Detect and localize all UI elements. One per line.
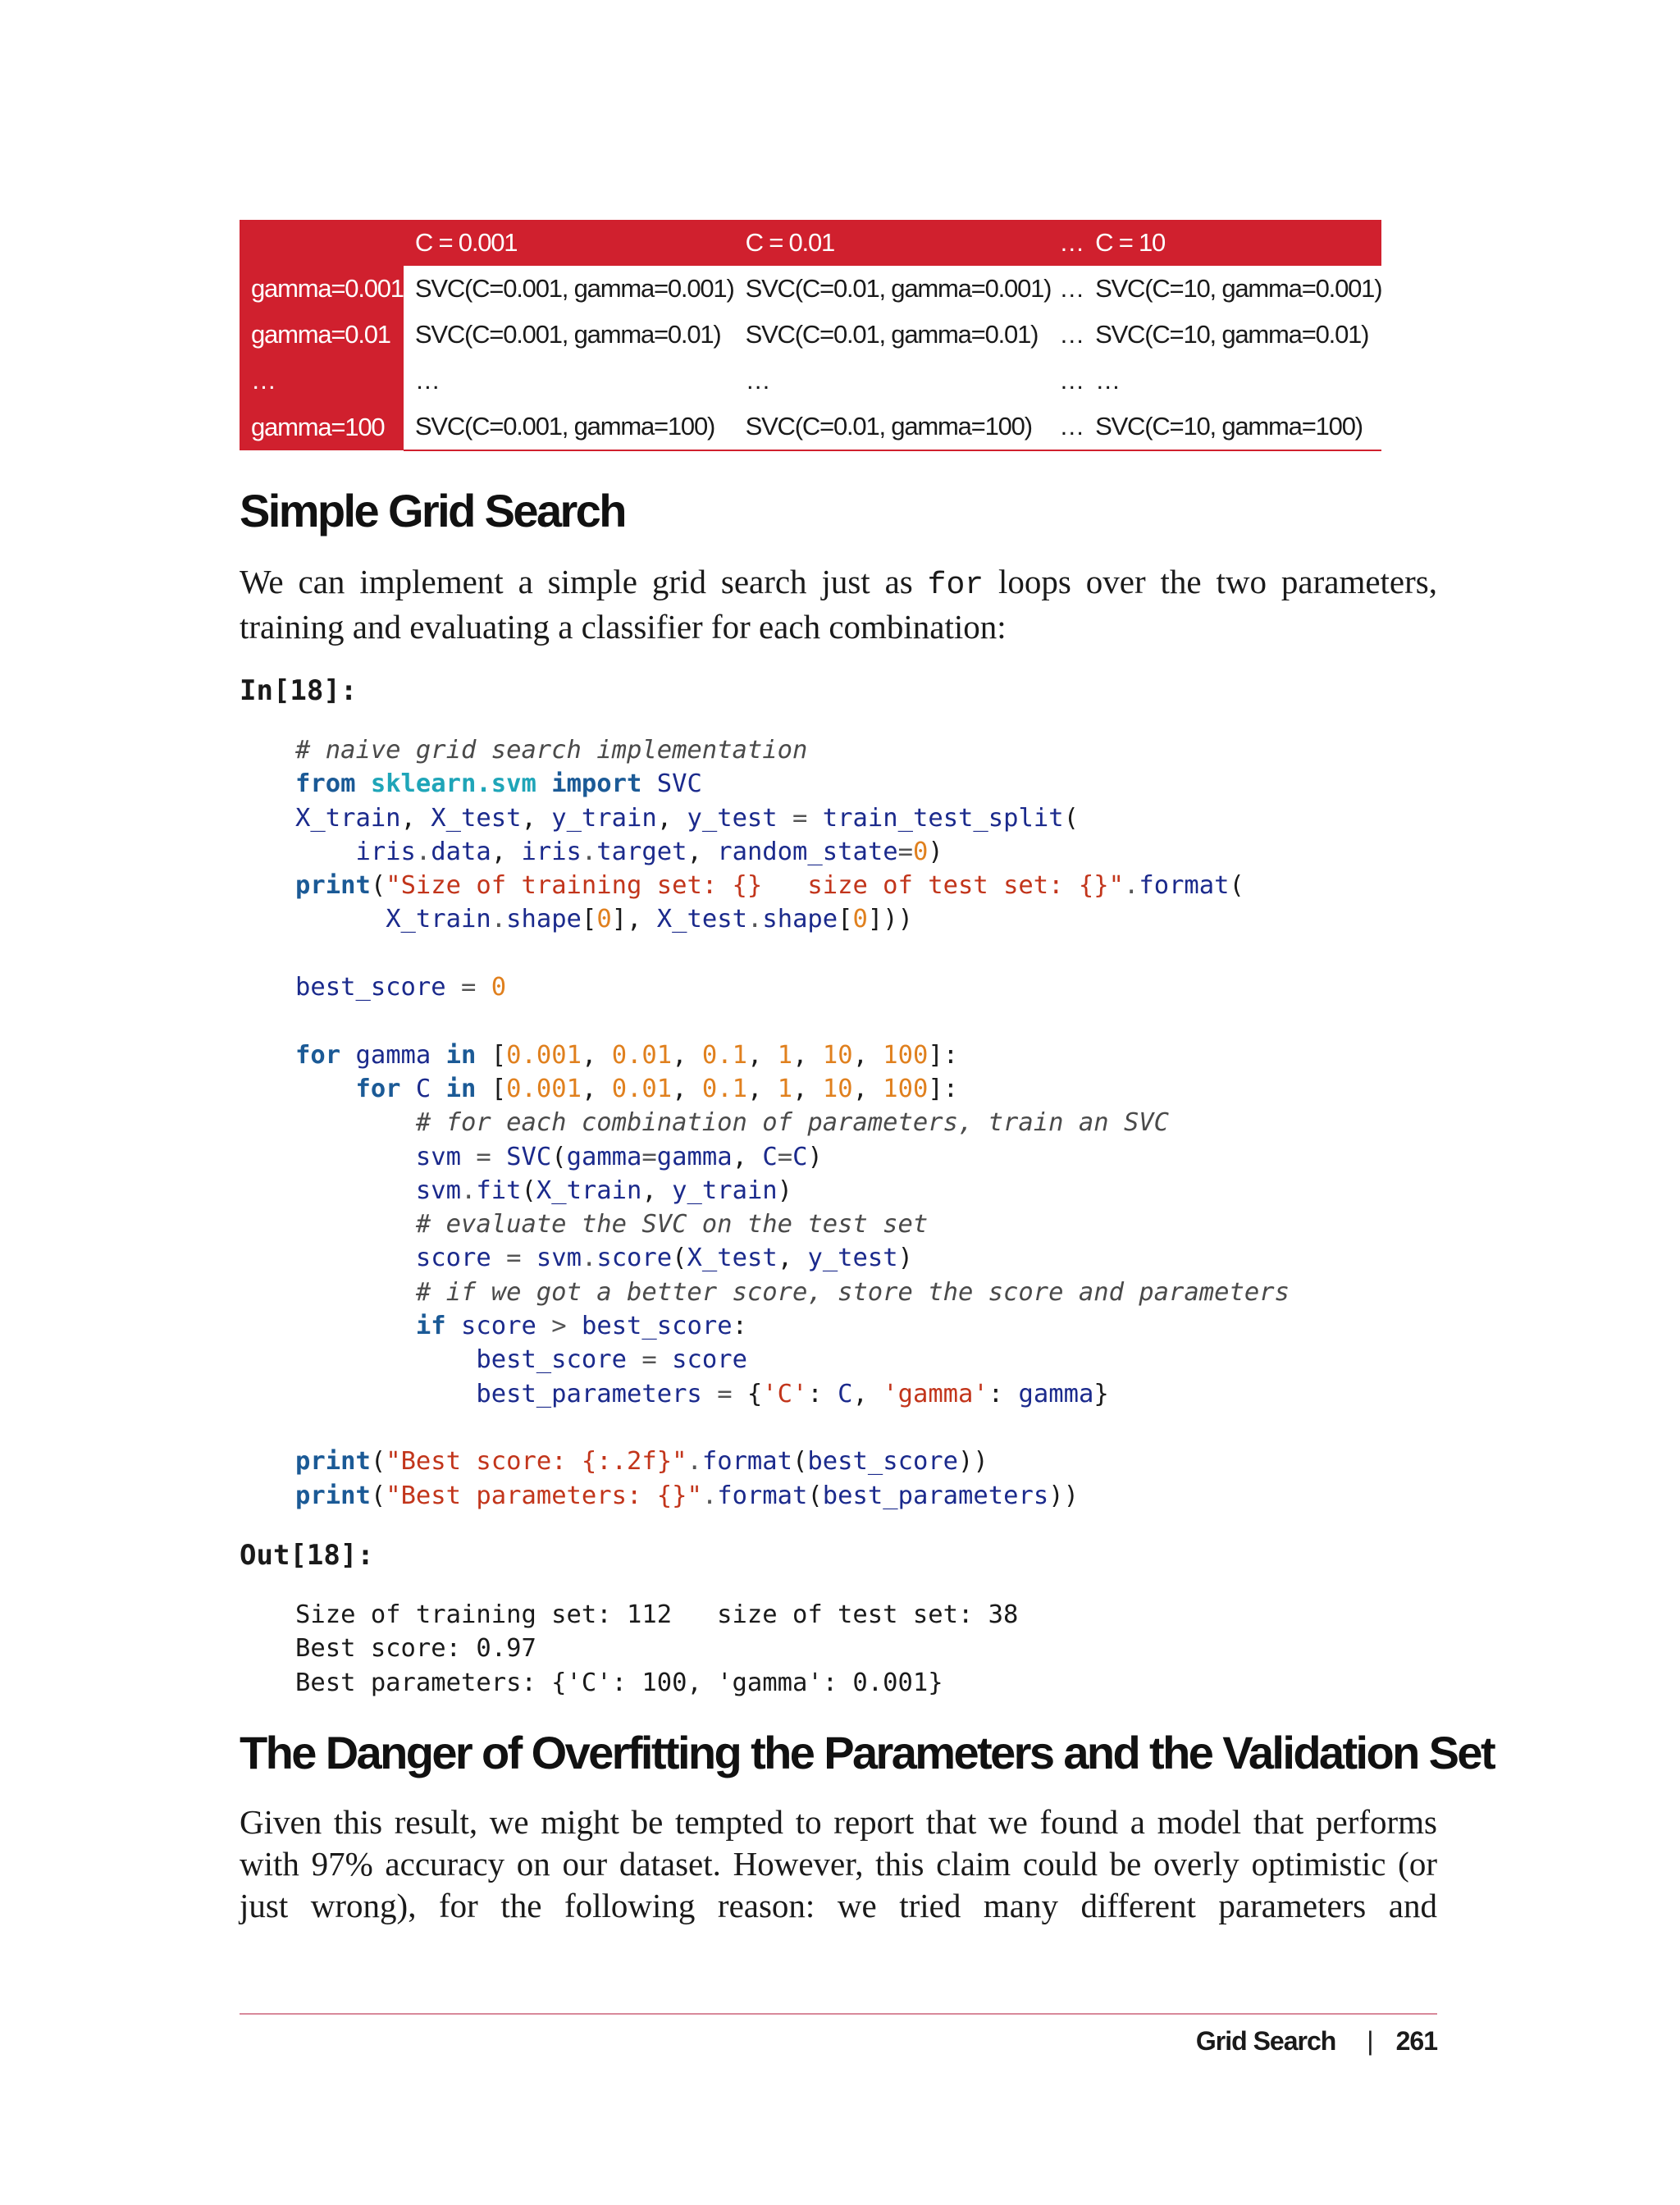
code-token: # naive grid search implementation — [295, 736, 808, 765]
code-token: . — [701, 1481, 718, 1510]
table-row — [240, 358, 1381, 404]
code-token: ])) — [867, 905, 914, 934]
code-token: , — [732, 1142, 763, 1171]
footer-rule — [240, 2013, 1437, 2015]
code-token: ( — [1063, 803, 1079, 833]
input-prompt: In[18]: — [240, 674, 358, 707]
code-token: , — [746, 1074, 778, 1103]
code-token: ], — [611, 905, 657, 934]
table-header-cell: C = 10 — [1095, 228, 1166, 257]
code-token: , — [656, 803, 687, 833]
code-token: X_train — [295, 803, 401, 833]
table-header-cell: C = 0.001 — [414, 228, 518, 257]
code-token — [702, 1380, 717, 1408]
table-cell: … — [745, 366, 770, 395]
code-token: ( — [370, 1481, 386, 1510]
code-token — [295, 1143, 416, 1171]
code-token: # if we got a better score, store the score and parameters — [415, 1277, 1290, 1307]
table-header-row — [240, 220, 1381, 266]
code-token: . — [491, 905, 507, 934]
code-line — [295, 869, 1290, 902]
code-line — [295, 1276, 1290, 1309]
code-token — [295, 1210, 416, 1239]
table-cell: SVC(C=0.01, gamma=100) — [734, 404, 1052, 450]
code-token: = — [897, 837, 913, 866]
code-token: 1 — [777, 1074, 793, 1103]
table-row-header: gamma=0.001 — [240, 266, 404, 312]
code-line — [295, 1004, 1290, 1038]
code-line — [295, 835, 1290, 869]
code-token: , — [852, 1074, 883, 1103]
code-line — [295, 1072, 1290, 1106]
code-token: 0.1 — [701, 1040, 747, 1070]
code-line — [295, 1445, 1290, 1478]
code-token: . — [461, 1176, 477, 1205]
code-token: 0 — [852, 905, 868, 934]
paragraph-line: with 97% accuracy on our dataset. However, this claim could be overly optimistic (or — [240, 1845, 1437, 1883]
code-token: score — [672, 1345, 747, 1375]
code-token: ( — [1229, 871, 1244, 901]
output-line: Best parameters: {'C': 100, 'gamma': 0.001} — [295, 1668, 943, 1697]
code-token: SVC — [506, 1142, 552, 1171]
page-number: 261 — [1395, 2026, 1437, 2056]
code-token — [295, 1380, 476, 1408]
code-token: # for each combination of parameters, train an SVC — [415, 1108, 1170, 1138]
code-token: print — [295, 1447, 371, 1477]
code-token: ) — [777, 1176, 793, 1205]
table-row-header: gamma=100 — [240, 404, 404, 450]
parameter-grid-table — [240, 220, 1381, 451]
table-cell: SVC(C=10, gamma=0.001) — [1095, 274, 1382, 303]
code-token: 0.001 — [506, 1074, 582, 1103]
code-token: = — [641, 1345, 657, 1375]
code-token — [431, 1041, 445, 1070]
code-token: 0 — [596, 905, 612, 934]
code-token — [627, 1345, 641, 1374]
table-row — [240, 404, 1381, 450]
code-token: gamma — [355, 1040, 431, 1070]
table-row-header: … — [240, 358, 404, 404]
code-line — [295, 1411, 1290, 1445]
code-token: best_parameters — [476, 1379, 702, 1408]
table-cell: SVC(C=0.01, gamma=0.001) — [745, 274, 1052, 303]
code-token: : — [988, 1379, 1019, 1408]
code-token: iris — [521, 837, 582, 866]
code-token: , — [852, 1379, 883, 1408]
code-token: 100 — [883, 1040, 929, 1070]
paragraph-line — [240, 561, 1437, 606]
code-line — [295, 1241, 1290, 1275]
code-token — [778, 804, 792, 833]
code-token: . — [581, 837, 597, 866]
code-token: iris — [355, 837, 416, 866]
code-token: } — [1093, 1379, 1109, 1408]
code-token: print — [295, 871, 371, 901]
code-token: best_score — [581, 1312, 733, 1341]
code-token: X_test — [656, 905, 747, 934]
table-corner-cell — [240, 220, 404, 266]
code-token — [491, 1143, 506, 1171]
code-token: . — [1123, 871, 1139, 901]
table-cell: … — [1095, 366, 1120, 395]
code-token — [807, 804, 822, 833]
code-token: for — [295, 1040, 341, 1070]
code-token: 0 — [912, 837, 929, 866]
code-token: [ — [838, 905, 853, 934]
code-token: C — [762, 1142, 778, 1171]
code-token: > — [551, 1312, 567, 1341]
paragraph-text: We can implement a simple grid search just as — [240, 563, 913, 600]
code-token: y_test — [807, 1244, 898, 1273]
code-token: )) — [958, 1447, 988, 1477]
code-token: 100 — [883, 1074, 929, 1103]
code-token: X_train — [386, 905, 491, 934]
code-token: gamma — [656, 1142, 733, 1171]
page-footer — [1196, 2026, 1437, 2057]
code-token: target — [596, 837, 687, 866]
code-token — [431, 1075, 445, 1103]
code-line — [295, 1309, 1290, 1343]
code-token — [521, 1244, 536, 1272]
code-line — [295, 937, 1290, 970]
code-token: gamma — [1018, 1379, 1094, 1408]
code-token: , — [672, 1040, 702, 1070]
code-token: : — [732, 1312, 747, 1341]
code-block — [295, 733, 1290, 1513]
code-token: "Size of training set: {} size of test set: {}" — [386, 871, 1124, 901]
code-token: if — [415, 1312, 446, 1341]
code-token — [295, 838, 355, 866]
code-token: best_score — [476, 1345, 627, 1375]
code-token: format — [1139, 871, 1230, 901]
code-token: import — [551, 769, 642, 799]
code-token: ( — [551, 1142, 567, 1171]
code-line — [295, 1039, 1290, 1072]
code-token: , — [792, 1040, 823, 1070]
code-token: y_train — [672, 1176, 778, 1205]
code-token: . — [415, 837, 431, 866]
inline-code: for — [927, 568, 984, 603]
code-token — [476, 973, 491, 1002]
code-token: ) — [928, 837, 943, 866]
code-token: 0.01 — [611, 1040, 673, 1070]
code-token: y_test — [687, 803, 778, 833]
code-token: X_test — [431, 803, 522, 833]
code-line — [295, 1174, 1290, 1208]
code-token: sklearn.svm — [370, 769, 536, 799]
table-cell: … — [414, 366, 440, 395]
code-token: best_score — [807, 1447, 959, 1477]
code-token: , — [581, 1040, 612, 1070]
code-token: = — [506, 1244, 522, 1273]
output-line: Best score: 0.97 — [295, 1634, 536, 1664]
table-cell: SVC(C=10, gamma=100) — [1084, 404, 1381, 450]
code-token: train_test_split — [822, 803, 1064, 833]
code-token — [295, 1278, 416, 1307]
code-token: in — [445, 1074, 477, 1103]
table-cell: SVC(C=10, gamma=0.01) — [1095, 320, 1369, 349]
code-token: data — [431, 837, 491, 866]
section2-paragraph — [240, 1801, 1437, 1927]
code-line — [295, 801, 1290, 835]
table-cell: SVC(C=0.01, gamma=0.01) — [745, 320, 1039, 349]
code-token: = — [717, 1379, 733, 1408]
table-header-cell: C = 0.01 — [745, 228, 835, 257]
code-token: shape — [506, 905, 582, 934]
paragraph-text: loops over the two parameters, — [998, 563, 1437, 600]
code-token — [295, 1108, 416, 1137]
code-token: score — [596, 1244, 673, 1273]
table-row — [240, 312, 1381, 358]
code-token — [295, 1345, 476, 1374]
code-line — [295, 1377, 1290, 1411]
code-token: for — [355, 1074, 401, 1103]
code-token: , — [641, 1176, 673, 1205]
code-token: C — [838, 1379, 853, 1408]
code-line — [295, 733, 1290, 767]
code-token: format — [701, 1447, 793, 1477]
code-token: fit — [476, 1176, 522, 1205]
code-token: svm — [415, 1142, 461, 1171]
code-token: 10 — [822, 1040, 853, 1070]
code-token: , — [852, 1040, 883, 1070]
code-token: , — [400, 803, 431, 833]
code-token: score — [461, 1312, 536, 1341]
code-token — [295, 1312, 416, 1340]
code-token: , — [521, 803, 552, 833]
code-token: best_score — [295, 973, 446, 1002]
code-token: . — [687, 1447, 702, 1477]
code-token: , — [687, 837, 718, 866]
code-token: "Best parameters: {}" — [386, 1481, 702, 1510]
code-token: print — [295, 1481, 371, 1510]
code-token: [ — [581, 905, 597, 934]
code-line — [295, 902, 1290, 936]
table-cell: SVC(C=0.001, gamma=100) — [404, 404, 734, 450]
code-token: X_train — [536, 1176, 642, 1205]
table-cell: … — [1059, 274, 1084, 303]
code-token: 0 — [491, 973, 507, 1002]
code-token — [295, 1244, 416, 1272]
code-token — [295, 1075, 355, 1103]
code-token: = — [476, 1142, 491, 1171]
code-token: SVC — [656, 769, 702, 799]
table-row — [240, 266, 1381, 312]
code-token: , — [792, 1074, 823, 1103]
code-token: ]: — [928, 1040, 959, 1070]
code-token: format — [717, 1481, 808, 1510]
code-token: random_state — [717, 837, 898, 866]
table-header-cell: … — [1059, 228, 1084, 257]
code-line — [295, 767, 1290, 801]
code-token: 0.1 — [701, 1074, 747, 1103]
output-line: Size of training set: 112 size of test set: 38 — [295, 1600, 1019, 1629]
code-token: = — [777, 1142, 793, 1171]
code-token: ]: — [928, 1074, 959, 1103]
code-token: = — [641, 1142, 657, 1171]
code-line — [295, 1106, 1290, 1139]
table-cell: … — [1051, 404, 1084, 450]
code-token: ) — [897, 1244, 914, 1273]
code-token: # evaluate the SVC on the test set — [415, 1210, 929, 1239]
code-token — [295, 905, 386, 934]
code-token — [491, 1244, 506, 1272]
table-cell: … — [1059, 366, 1084, 395]
paragraph-line: training and evaluating a classifier for each combination: — [240, 608, 1007, 646]
code-token: C — [792, 1142, 808, 1171]
code-token: 1 — [777, 1040, 793, 1070]
code-token: ( — [807, 1481, 823, 1510]
code-token: { — [732, 1379, 763, 1408]
code-token: 'C' — [762, 1379, 808, 1408]
section-heading-danger-of-overfitting: The Danger of Overfitting the Parameters and the Validation Set — [240, 1727, 1494, 1778]
code-token: = — [792, 803, 808, 833]
code-token: 10 — [822, 1074, 853, 1103]
code-token: 0.001 — [506, 1040, 582, 1070]
code-token: : — [807, 1379, 838, 1408]
code-token: shape — [762, 905, 838, 934]
code-line — [295, 1343, 1290, 1376]
footer-section-title: Grid Search — [1195, 2026, 1336, 2056]
code-token: score — [415, 1244, 491, 1273]
code-token: ( — [370, 871, 386, 901]
code-token — [446, 1312, 461, 1340]
code-token — [340, 1041, 355, 1070]
table-cell: … — [1059, 320, 1084, 349]
paragraph-line: just wrong), for the following reason: we tried many different parameters and — [240, 1887, 1437, 1924]
code-token: svm — [415, 1176, 461, 1205]
code-token: y_train — [551, 803, 657, 833]
code-token — [401, 1075, 416, 1103]
code-token: , — [672, 1074, 702, 1103]
code-token — [641, 769, 656, 798]
table-cell: SVC(C=0.001, gamma=0.01) — [414, 320, 721, 349]
code-token: ( — [792, 1447, 808, 1477]
code-token: ( — [521, 1176, 536, 1205]
code-token — [446, 973, 461, 1002]
code-line — [295, 1208, 1290, 1241]
code-token: 'gamma' — [883, 1379, 988, 1408]
footer-separator: | — [1367, 2026, 1373, 2056]
code-line — [295, 1140, 1290, 1174]
code-line — [295, 1479, 1290, 1513]
code-token — [295, 1176, 416, 1205]
code-token: = — [461, 973, 477, 1002]
code-token: , — [746, 1040, 778, 1070]
output-prompt: Out[18]: — [240, 1539, 374, 1572]
code-token: [ — [476, 1040, 507, 1070]
code-token: . — [581, 1244, 597, 1273]
code-token — [536, 1312, 551, 1340]
paragraph-line: Given this result, we might be tempted to report that we found a model that performs — [240, 1803, 1437, 1841]
table-row-header: gamma=0.01 — [240, 312, 404, 358]
code-token: ( — [370, 1447, 386, 1477]
code-line — [295, 970, 1290, 1004]
code-token: ) — [807, 1142, 823, 1171]
code-token: 0.01 — [611, 1074, 673, 1103]
section1-paragraph — [240, 561, 1437, 648]
code-token: from — [295, 769, 356, 799]
code-token: "Best score: {:.2f}" — [386, 1447, 687, 1477]
code-token — [536, 769, 551, 798]
code-token: svm — [536, 1244, 582, 1273]
code-token — [355, 769, 370, 798]
code-token — [461, 1143, 476, 1171]
code-token: ( — [672, 1244, 687, 1273]
code-token: , — [491, 837, 522, 866]
code-token: in — [445, 1040, 477, 1070]
code-token: . — [746, 905, 763, 934]
code-token: , — [581, 1074, 612, 1103]
table-cell: SVC(C=0.001, gamma=0.001) — [414, 274, 734, 303]
code-token: C — [415, 1074, 431, 1103]
code-token — [567, 1312, 582, 1340]
section-heading-simple-grid-search: Simple Grid Search — [240, 485, 625, 536]
code-token: )) — [1048, 1481, 1079, 1510]
code-token: best_parameters — [822, 1481, 1049, 1510]
code-token — [657, 1345, 672, 1374]
code-token: [ — [476, 1074, 507, 1103]
code-output — [295, 1598, 1018, 1700]
code-token: gamma — [566, 1142, 642, 1171]
code-token: X_test — [687, 1244, 778, 1273]
code-token: , — [777, 1244, 808, 1273]
